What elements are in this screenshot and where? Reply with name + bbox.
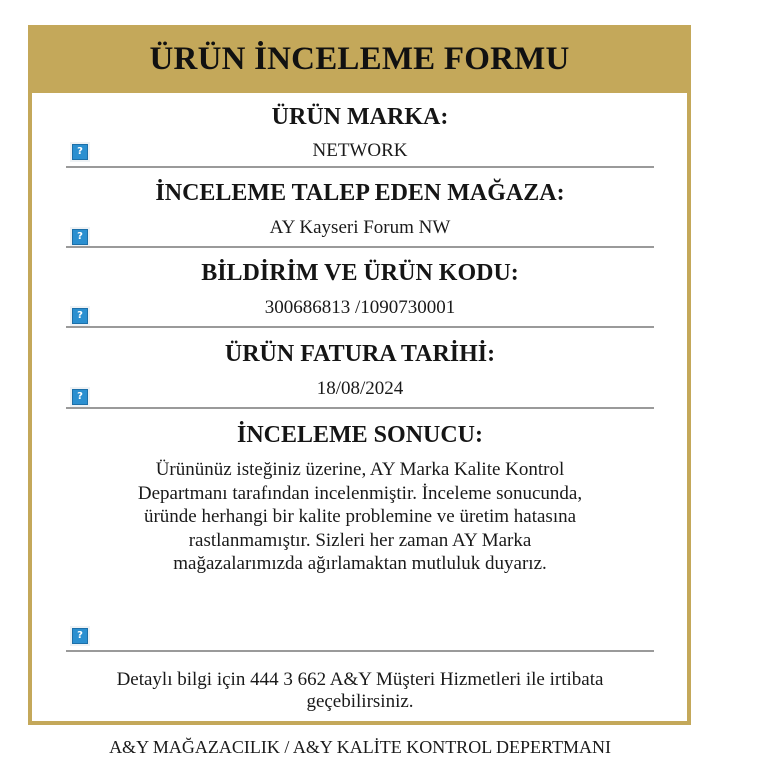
field-value: 300686813 /1090730001 [264,297,456,318]
broken-image-icon: ? [72,389,88,405]
result-line: rastlanmamıştır. Sizleri her zaman AY Marka [188,529,532,551]
contact-line: Detaylı bilgi için 444 3 662 A&Y Müşteri Hizmetleri ile irtibata [116,669,604,690]
field-label: BİLDİRİM VE ÜRÜN KODU: [201,260,519,286]
result-line: Departmanı tarafından incelenmiştir. İnceleme sonucunda, [137,482,583,504]
divider [66,166,654,168]
divider [66,650,654,652]
field-value: NETWORK [312,140,408,161]
result-line: üründe herhangi bir kalite problemine ve üretim hatasına [143,506,577,527]
form-header [28,25,691,93]
result-line: mağazalarımızda ağırlamaktan mutluluk duyarız. [173,553,547,574]
divider [66,246,654,248]
broken-image-icon: ? [72,628,88,644]
contact-info [40,669,680,713]
field-value: 18/08/2024 [316,378,404,399]
form-title: ÜRÜN İNCELEME FORMU [149,40,570,77]
field-label: İNCELEME TALEP EDEN MAĞAZA: [155,180,565,206]
field-label: ÜRÜN FATURA TARİHİ: [224,341,496,367]
broken-image-icon: ? [72,229,88,245]
field-value: AY Kayseri Forum NW [269,217,451,238]
contact-line: geçebilirsiniz. [306,691,414,712]
result-line: Ürününüz isteğiniz üzerine, AY Marka Kalite Kontrol [155,459,565,480]
divider [66,407,654,409]
result-label: İNCELEME SONUCU: [236,422,484,448]
footer-department: A&Y MAĞAZACILIK / A&Y KALİTE KONTROL DEPERTMANI [109,737,611,757]
divider [66,326,654,328]
result-text [66,458,654,576]
broken-image-icon: ? [72,308,88,324]
broken-image-icon: ? [72,144,88,160]
field-label: ÜRÜN MARKA: [271,104,449,130]
